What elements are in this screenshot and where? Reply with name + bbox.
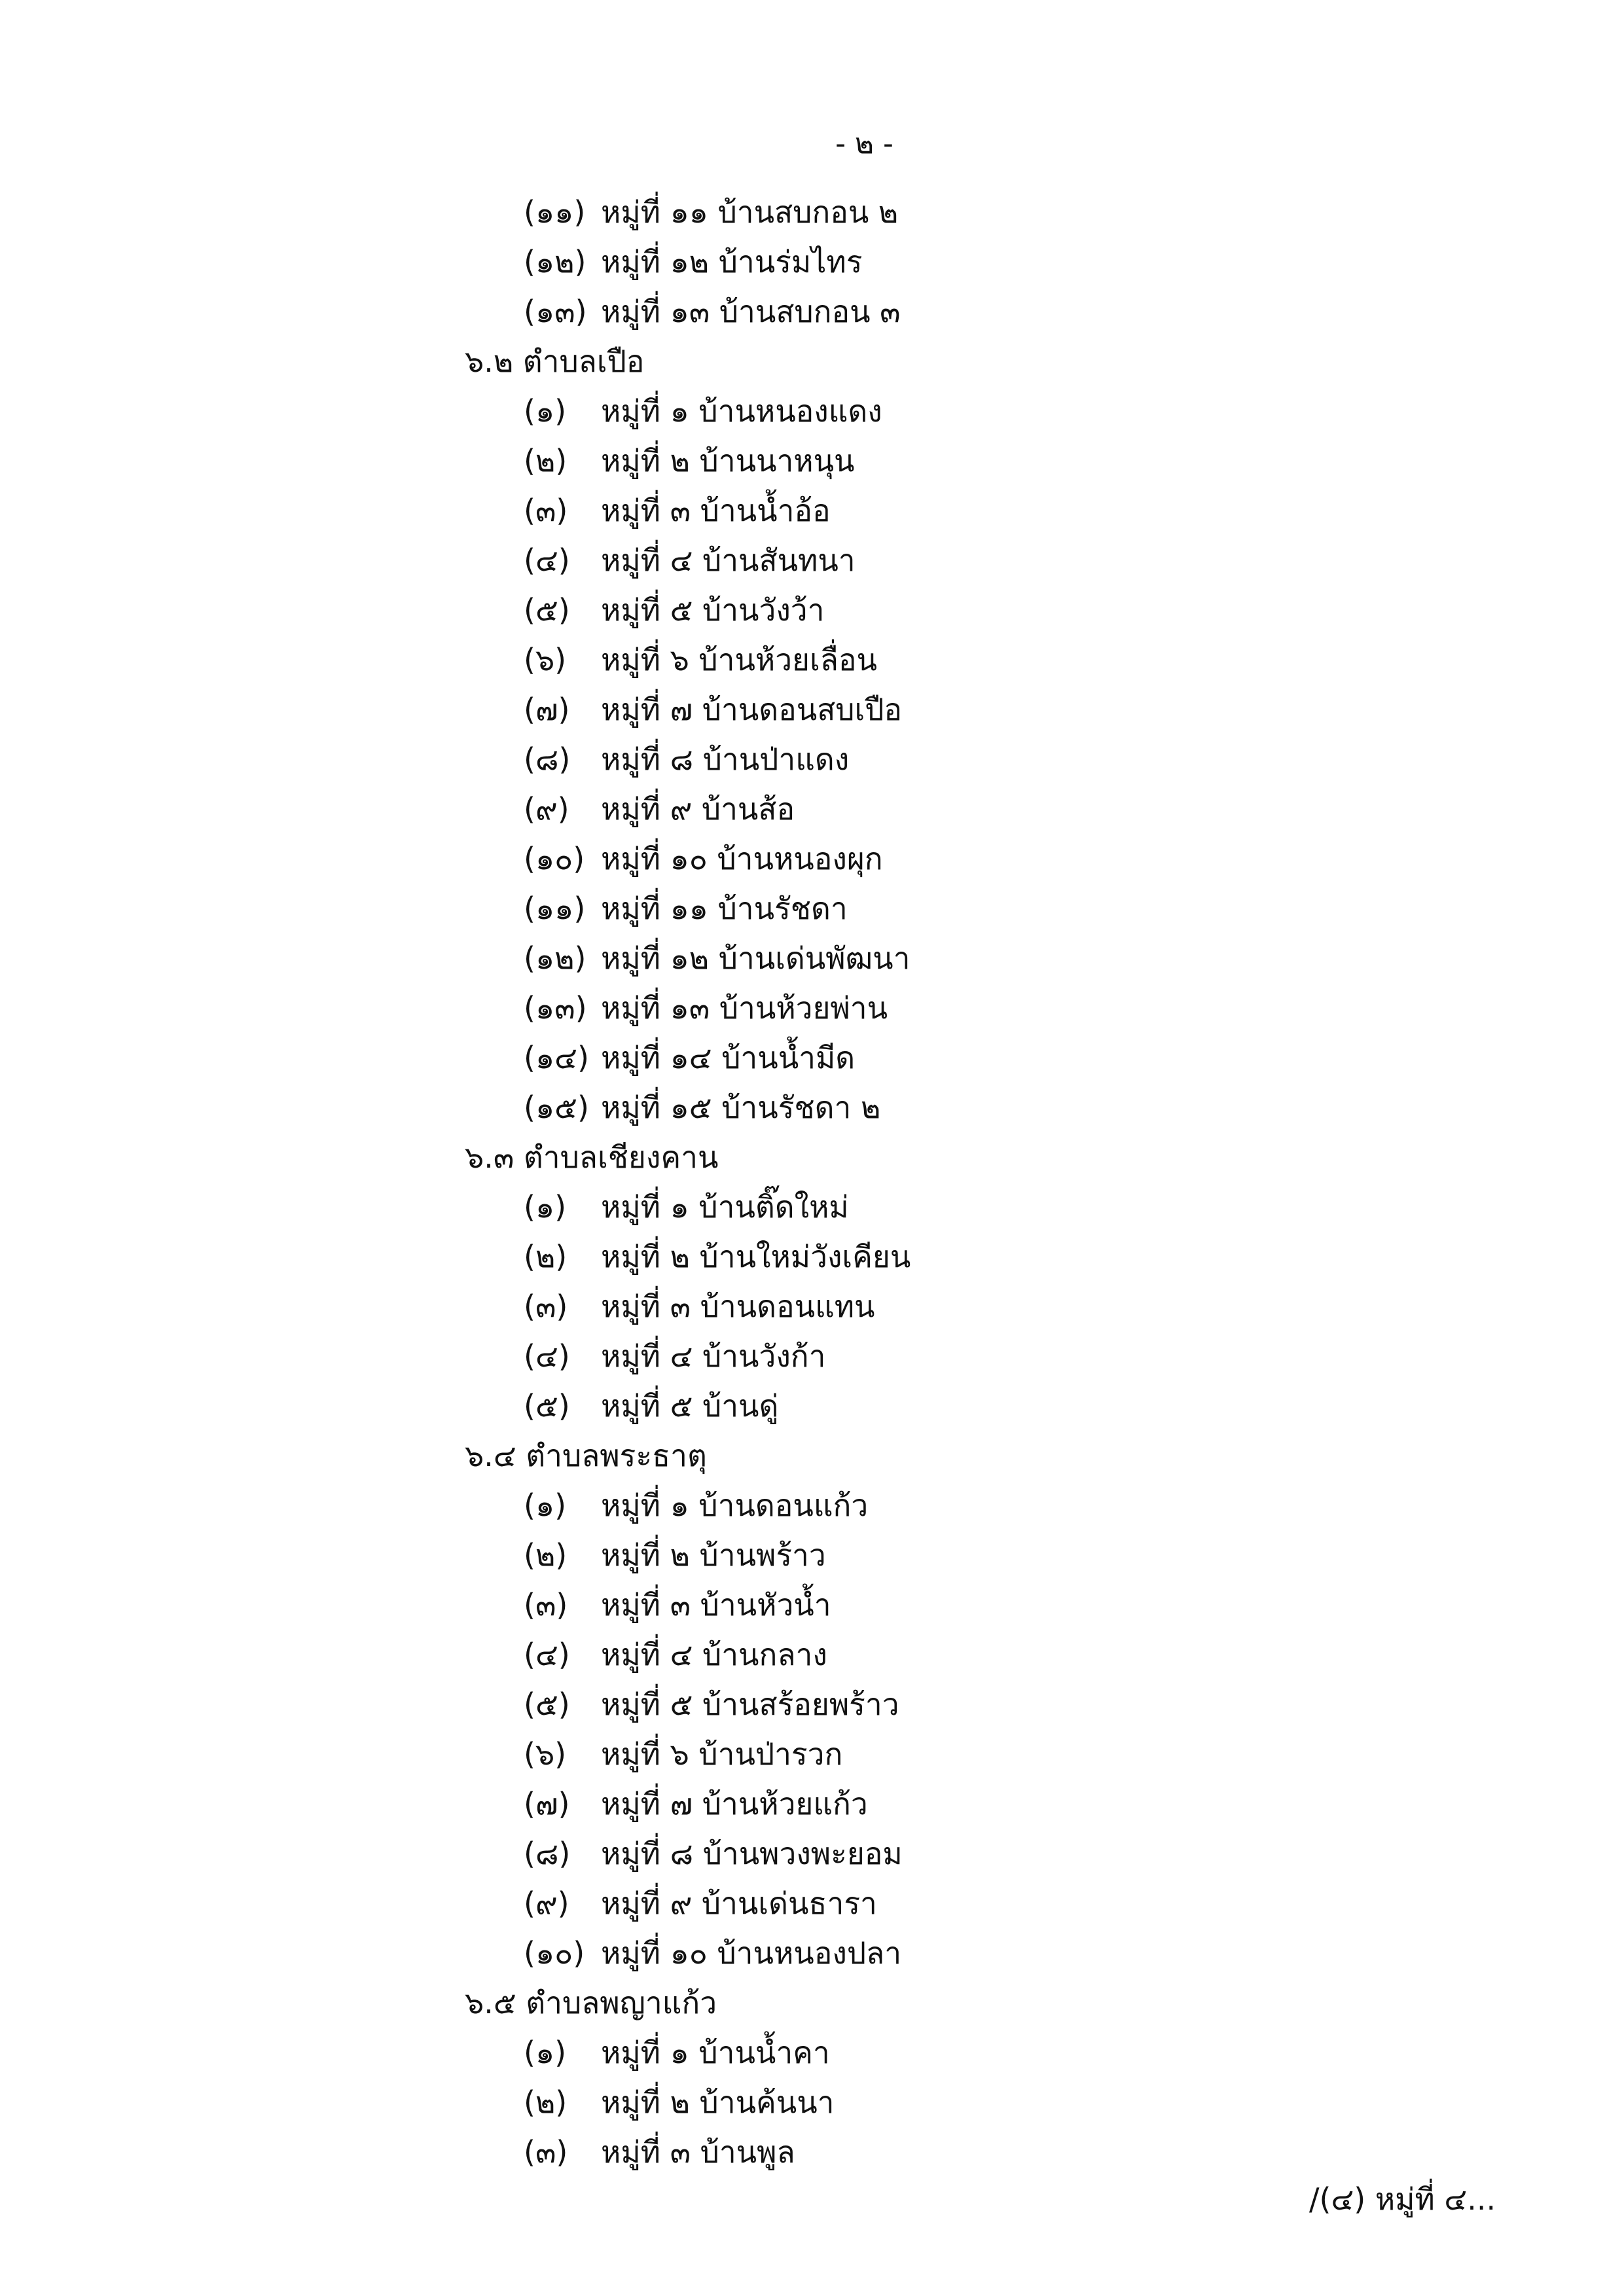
village-item-label: หมู่ที่ ๕ บ้านวังว้า [601, 592, 825, 628]
village-item [0, 2077, 1624, 2127]
village-item-label: หมู่ที่ ๗ บ้านดอนสบเปือ [601, 692, 903, 727]
village-item [0, 2127, 1624, 2177]
village-item [0, 1480, 1624, 1530]
village-item-number: (๘) [524, 742, 571, 777]
village-item-number: (๑) [524, 1189, 567, 1225]
village-item [0, 585, 1624, 635]
subdistrict-heading-text: ๖.๔ ตำบลพระธาตุ [465, 1438, 707, 1473]
village-item-label: หมู่ที่ ๑๑ บ้านรัชดา [601, 891, 848, 926]
village-item [0, 1679, 1624, 1729]
village-item-number: (๓) [524, 1289, 568, 1324]
village-item [0, 1928, 1624, 1978]
village-item-number: (๒) [524, 2085, 568, 2120]
village-item-label: หมู่ที่ ๔ บ้านกลาง [601, 1637, 827, 1672]
village-item [0, 1381, 1624, 1431]
subdistrict-heading-text: ๖.๕ ตำบลพญาแก้ว [465, 1985, 717, 2020]
village-item-number: (๓) [524, 2134, 568, 2170]
village-item-label: หมู่ที่ ๑๓ บ้านสบกอน ๓ [601, 294, 901, 329]
village-item-label: หมู่ที่ ๑ บ้านติ๊ดใหม่ [601, 1189, 849, 1225]
village-item [0, 933, 1624, 983]
village-item-number: (๑๓) [524, 990, 587, 1026]
subdistrict-heading-text: ๖.๓ ตำบลเชียงคาน [465, 1139, 719, 1175]
village-item [0, 1530, 1624, 1580]
subdistrict-heading [0, 1978, 1624, 2028]
page-number: - ๒ - [835, 127, 893, 160]
village-item-label: หมู่ที่ ๕ บ้านดู่ [601, 1388, 779, 1424]
village-item-label: หมู่ที่ ๑๐ บ้านหนองปลา [601, 1935, 902, 1971]
village-item-number: (๑๒) [524, 941, 586, 976]
village-item [0, 983, 1624, 1033]
village-item-number: (๑) [524, 1488, 567, 1523]
village-item [0, 1232, 1624, 1282]
village-item-number: (๙) [524, 1886, 569, 1921]
village-item-label: หมู่ที่ ๒ บ้านนาหนุน [601, 443, 855, 478]
village-item-label: หมู่ที่ ๕ บ้านสร้อยพร้าว [601, 1687, 899, 1722]
village-item [0, 187, 1624, 237]
village-item [0, 2028, 1624, 2077]
village-item [0, 884, 1624, 933]
subdistrict-heading [0, 1431, 1624, 1480]
village-item-label: หมู่ที่ ๘ บ้านพวงพะยอม [601, 1836, 903, 1871]
village-item [0, 486, 1624, 535]
village-item-label: หมู่ที่ ๑๒ บ้านเด่นพัฒนา [601, 941, 911, 976]
village-item-label: หมู่ที่ ๑๐ บ้านหนองผุก [601, 841, 883, 876]
village-item-label: หมู่ที่ ๒ บ้านใหม่วังเคียน [601, 1239, 911, 1274]
village-item [0, 1580, 1624, 1630]
village-item [0, 1729, 1624, 1779]
village-item-label: หมู่ที่ ๖ บ้านห้วยเลื่อน [601, 642, 877, 677]
village-item [0, 386, 1624, 436]
village-item-label: หมู่ที่ ๓ บ้านดอนแทน [601, 1289, 875, 1324]
village-item-number: (๗) [524, 1786, 570, 1821]
village-item-label: หมู่ที่ ๔ บ้านสันทนา [601, 543, 856, 578]
village-item-number: (๔) [524, 1338, 570, 1374]
village-item-label: หมู่ที่ ๙ บ้านส้อ [601, 791, 795, 827]
village-item [0, 287, 1624, 336]
village-item-label: หมู่ที่ ๓ บ้านน้ำอ้อ [601, 493, 831, 528]
village-item-number: (๔) [524, 1637, 570, 1672]
village-item [0, 1083, 1624, 1132]
village-item [0, 535, 1624, 585]
village-item-label: หมู่ที่ ๒ บ้านพร้าว [601, 1537, 826, 1573]
village-item-number: (๑๑) [524, 194, 586, 230]
village-item [0, 436, 1624, 486]
village-item-label: หมู่ที่ ๑ บ้านดอนแก้ว [601, 1488, 869, 1523]
village-item-number: (๑๓) [524, 294, 587, 329]
village-item [0, 834, 1624, 884]
village-item-number: (๖) [524, 642, 567, 677]
village-item [0, 1878, 1624, 1928]
village-item [0, 635, 1624, 685]
village-item-number: (๑๐) [524, 841, 585, 876]
village-item [0, 685, 1624, 734]
village-item [0, 784, 1624, 834]
village-item-number: (๖) [524, 1736, 567, 1772]
village-item-label: หมู่ที่ ๑๑ บ้านสบกอน ๒ [601, 194, 899, 230]
village-item-label: หมู่ที่ ๑ บ้านหนองแดง [601, 393, 882, 429]
village-item-label: หมู่ที่ ๒ บ้านค้นนา [601, 2085, 835, 2120]
village-item-number: (๑๐) [524, 1935, 585, 1971]
village-item [0, 237, 1624, 287]
village-item [0, 1182, 1624, 1232]
village-item-number: (๒) [524, 443, 568, 478]
village-item-label: หมู่ที่ ๑ บ้านน้ำคา [601, 2035, 830, 2070]
village-item-label: หมู่ที่ ๑๔ บ้านน้ำมีด [601, 1040, 856, 1075]
village-item-number: (๕) [524, 1687, 570, 1722]
village-item-label: หมู่ที่ ๖ บ้านป่ารวก [601, 1736, 843, 1772]
village-item-label: หมู่ที่ ๑๒ บ้านร่มไทร [601, 244, 863, 279]
village-item-label: หมู่ที่ ๘ บ้านป่าแดง [601, 742, 850, 777]
village-item-number: (๑) [524, 393, 567, 429]
village-item-label: หมู่ที่ ๗ บ้านห้วยแก้ว [601, 1786, 868, 1821]
village-item-number: (๓) [524, 1587, 568, 1623]
village-item-number: (๒) [524, 1537, 568, 1573]
village-item [0, 1331, 1624, 1381]
village-item-number: (๘) [524, 1836, 571, 1871]
village-item-number: (๙) [524, 791, 569, 827]
village-list [0, 187, 1624, 2177]
village-item-number: (๑๕) [524, 1090, 589, 1125]
village-item-number: (๔) [524, 543, 570, 578]
village-item-number: (๕) [524, 592, 570, 628]
village-item-label: หมู่ที่ ๓ บ้านพูล [601, 2134, 795, 2170]
village-item-number: (๑๔) [524, 1040, 589, 1075]
village-item [0, 1033, 1624, 1083]
subdistrict-heading [0, 336, 1624, 386]
village-item-number: (๑) [524, 2035, 567, 2070]
village-item-number: (๑๒) [524, 244, 586, 279]
village-item [0, 734, 1624, 784]
village-item-number: (๓) [524, 493, 568, 528]
subdistrict-heading-text: ๖.๒ ตำบลเปือ [465, 344, 645, 379]
village-item-number: (๑๑) [524, 891, 586, 926]
village-item-label: หมู่ที่ ๑๓ บ้านห้วยพ่าน [601, 990, 888, 1026]
village-item [0, 1630, 1624, 1679]
village-item-label: หมู่ที่ ๔ บ้านวังก้า [601, 1338, 826, 1374]
subdistrict-heading [0, 1132, 1624, 1182]
village-item-number: (๕) [524, 1388, 570, 1424]
village-item-label: หมู่ที่ ๙ บ้านเด่นธารา [601, 1886, 877, 1921]
village-item [0, 1779, 1624, 1829]
continuation-note: /(๔) หมู่ที่ ๔... [1309, 2181, 1496, 2217]
village-item-label: หมู่ที่ ๑๕ บ้านรัชดา ๒ [601, 1090, 881, 1125]
village-item-number: (๒) [524, 1239, 568, 1274]
village-item [0, 1829, 1624, 1878]
village-item-number: (๗) [524, 692, 570, 727]
village-item [0, 1282, 1624, 1331]
village-item-label: หมู่ที่ ๓ บ้านหัวน้ำ [601, 1587, 831, 1623]
